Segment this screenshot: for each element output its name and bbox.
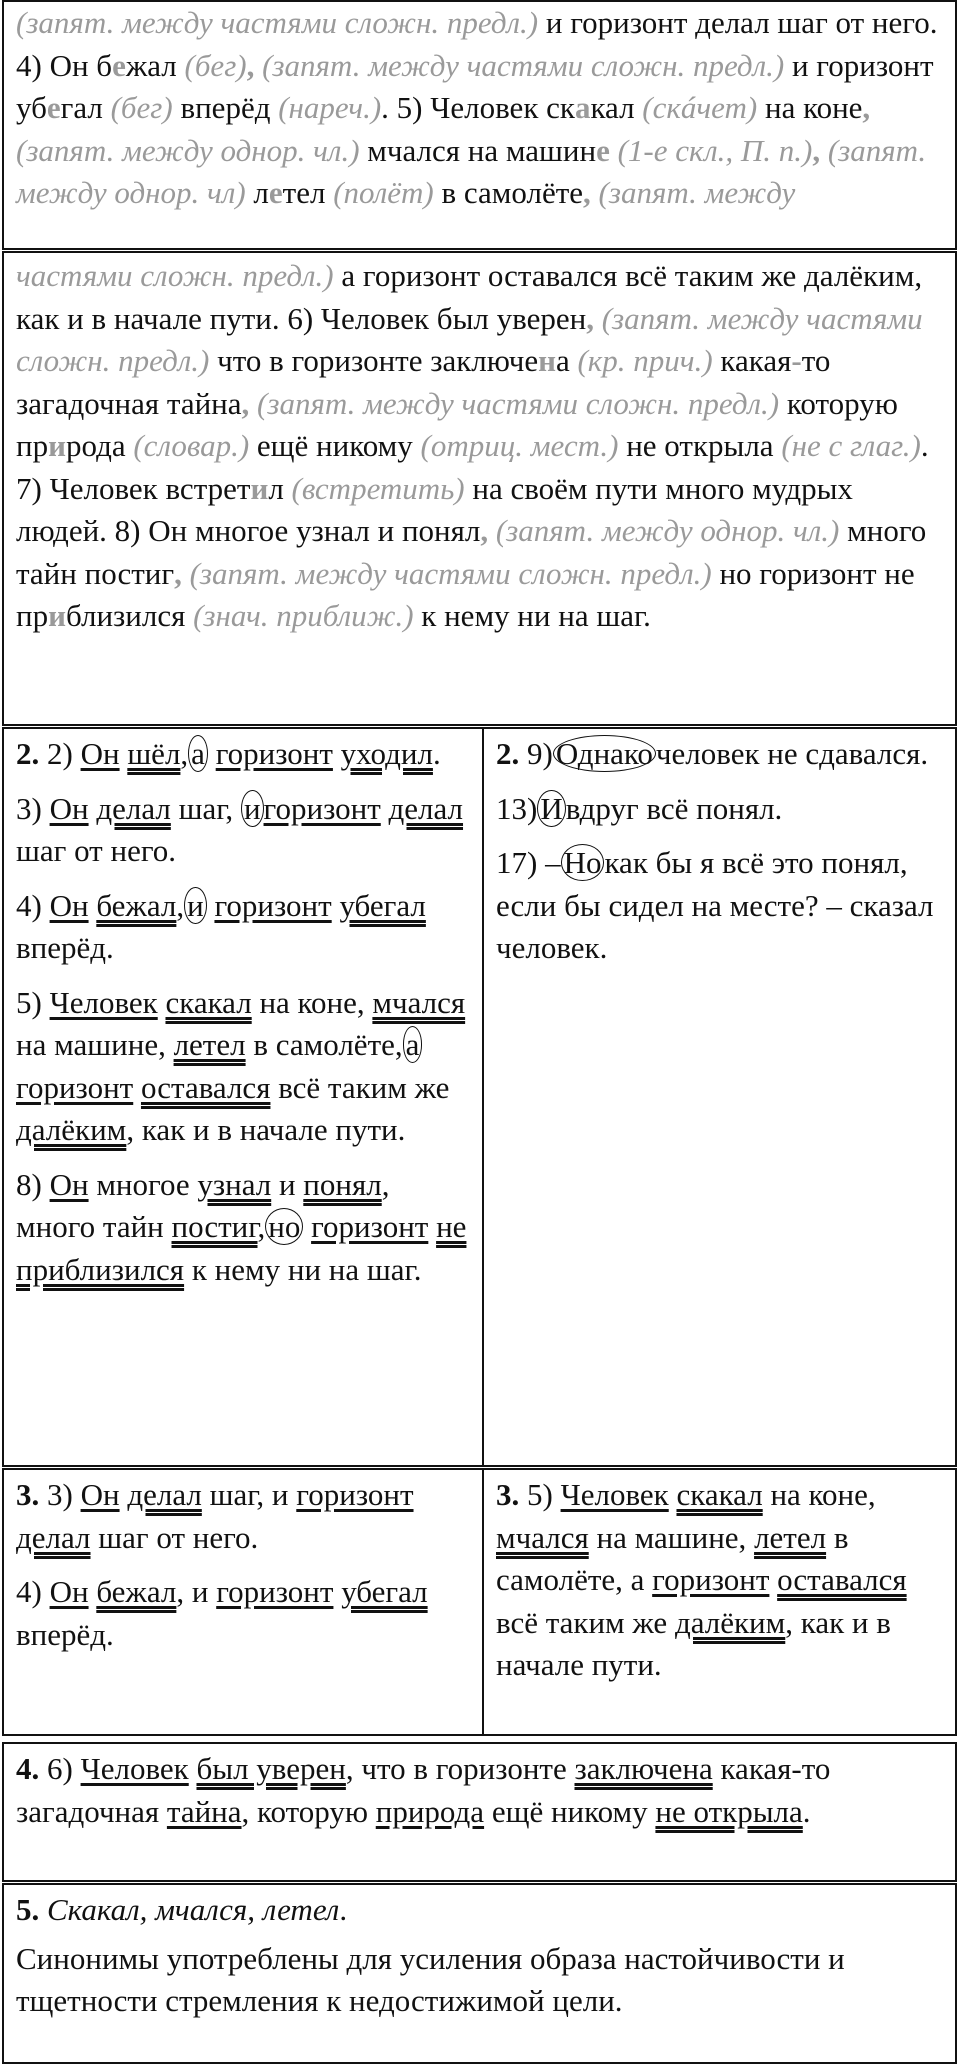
double-underlined-word: оставался: [777, 1562, 907, 1597]
grammar-note: (скáчет): [642, 90, 758, 125]
paragraph: [16, 1571, 470, 1656]
double-underlined-word: заключена: [574, 1751, 713, 1786]
underlined-word: горизонт: [214, 887, 332, 923]
grammar-note: (знач. приближ.): [193, 598, 414, 633]
task-2-left-cell: [4, 729, 482, 1465]
text-run: ,: [257, 1209, 266, 1244]
task-2-table: [2, 727, 957, 1467]
underlined-word: Он: [49, 790, 89, 826]
grammar-note: (запят. между частями сложн. предл.): [16, 5, 539, 40]
text-run: в самолёте: [433, 175, 584, 210]
text-run: 4): [16, 887, 50, 923]
underlined-word: горизонт: [263, 790, 381, 826]
task-5-text: [4, 1885, 955, 2062]
double-underlined-word: летел: [173, 1027, 246, 1062]
highlighted-letter: и: [250, 470, 269, 506]
grammar-note: (запят. между: [598, 175, 796, 210]
task-2-right-cell: [484, 729, 957, 1465]
text-run: близился: [65, 598, 194, 633]
text-run: [333, 736, 341, 771]
text-run: ещё никому: [484, 1793, 656, 1829]
text-run: в самолёте, а: [496, 1519, 849, 1597]
text-run: .: [432, 736, 441, 771]
highlighted-letter: и: [48, 428, 66, 463]
text-run: какая: [712, 343, 792, 378]
highlighted-letter: -: [791, 343, 802, 378]
highlighted-letter: ,: [241, 385, 258, 421]
double-underlined-word: далёким: [674, 1604, 786, 1640]
double-underlined-word: узнал: [197, 1166, 272, 1202]
text-run: [39, 1892, 47, 1927]
highlighted-letter: и: [48, 598, 66, 633]
underlined-word: горизонт: [311, 1209, 429, 1244]
text-run: [208, 736, 216, 771]
text-run: то загадочная тайна: [16, 343, 831, 421]
text-run: шаг,: [170, 790, 241, 826]
grammar-note: (запят. между однор. чл): [16, 132, 927, 210]
double-underlined-word: не открыла: [655, 1793, 803, 1829]
circled-conjunction: Но: [561, 844, 605, 881]
text-run: л: [268, 470, 292, 506]
text-run: , как и в начале пути.: [126, 1112, 406, 1147]
grammar-note: (бег): [184, 47, 247, 83]
text-run: 13): [496, 790, 538, 826]
task-5-block: [2, 1883, 957, 2064]
text-run: , много тайн: [16, 1166, 390, 1244]
text-run: многое: [88, 1166, 198, 1202]
underlined-word: Он: [80, 1477, 120, 1512]
text-run: вперёд: [172, 90, 279, 125]
text-run: тел: [282, 175, 334, 210]
highlighted-letter: ,: [812, 132, 828, 168]
text-run: шаг от него.: [16, 833, 177, 868]
grammar-note: (запят. между частями сложн. предл.): [257, 385, 780, 421]
double-underlined-word: оставался: [140, 1069, 271, 1105]
double-underlined-word: был уверен: [196, 1751, 346, 1786]
text-run: а: [555, 343, 578, 378]
grammar-note: (полёт): [333, 175, 434, 210]
paragraph: [16, 982, 470, 1152]
grammar-note: (запят. между однор. чл.): [16, 132, 360, 168]
text-run: 4): [16, 1574, 50, 1609]
task-number: 3.: [16, 1477, 40, 1512]
paragraph: [16, 733, 470, 776]
text-run: л: [245, 175, 269, 210]
text-run: 5): [16, 984, 50, 1020]
double-underlined-word: постиг: [171, 1209, 258, 1244]
circled-conjunction: и: [184, 887, 207, 924]
underlined-word: Человек: [49, 984, 158, 1020]
paragraph: [496, 733, 945, 776]
text-run: вперёд.: [16, 930, 114, 965]
highlighted-letter: ,: [583, 175, 599, 210]
paragraph: [16, 1748, 943, 1833]
double-underlined-word: скакал: [165, 984, 252, 1020]
double-underlined-word: делал: [16, 1519, 91, 1555]
text-run: к нему ни на шаг.: [413, 598, 651, 633]
text-run: вперёд.: [16, 1616, 114, 1652]
circled-conjunction: Однако: [553, 735, 656, 772]
analysis-paragraph-2: [4, 253, 955, 638]
text-run: и горизонт делал шаг от него. 4) Он б: [16, 5, 938, 83]
text-run: , которую: [241, 1793, 376, 1829]
highlighted-letter: е: [112, 47, 126, 83]
text-run: к нему ни на шаг.: [184, 1251, 422, 1287]
double-underlined-word: мчался: [496, 1519, 589, 1555]
text-run: рода: [65, 428, 134, 463]
underlined-word: Он: [80, 736, 120, 771]
underlined-word: природа: [375, 1793, 485, 1829]
highlighted-letter: е: [268, 175, 283, 210]
analysis-paragraph-1: [4, 2, 955, 215]
text-run: много тайн постиг: [16, 513, 927, 591]
text-run: что в горизонте заключе: [209, 343, 539, 378]
task-number: 2.: [16, 736, 40, 771]
text-run: [133, 1070, 141, 1105]
grammar-note: частями сложн. предл.): [16, 258, 334, 293]
text-run: и горизонт уб: [16, 47, 934, 125]
paragraph: [16, 885, 470, 970]
underlined-word: Он: [49, 887, 89, 923]
text-run: как бы я всё это понял, если бы сидел на месте? – сказал человек.: [496, 845, 934, 965]
circled-conjunction: а: [403, 1026, 423, 1063]
grammar-note: (запят. между частями сложн. предл.): [16, 300, 923, 378]
paragraph: [496, 842, 945, 970]
task-4-text: [4, 1744, 955, 1880]
text-run: в самолёте,: [245, 1027, 403, 1062]
text-run: какая-то загадочная: [16, 1751, 831, 1829]
text-run: и: [271, 1166, 304, 1202]
text-run: 9): [519, 736, 553, 771]
underlined-word: тайна: [166, 1793, 242, 1829]
double-underlined-word: делал: [96, 790, 171, 826]
grammar-note: (встретить): [291, 470, 465, 506]
text-run: мчался на машин: [359, 132, 597, 168]
text-run: , и: [176, 1574, 217, 1609]
grammar-note: (кр. прич.): [577, 343, 713, 378]
text-run: , что в горизонте: [345, 1751, 575, 1786]
circled-conjunction: но: [265, 1208, 303, 1245]
double-underlined-word: убегал: [341, 1574, 428, 1609]
highlighted-letter: ,: [586, 300, 602, 336]
text-run: 2): [39, 736, 81, 771]
underlined-word: Он: [49, 1574, 89, 1609]
grammar-note: (не с глаг.): [781, 428, 921, 463]
double-underlined-word: далёким: [16, 1112, 127, 1147]
double-underlined-word: мчался: [372, 984, 466, 1020]
underlined-word: Он: [49, 1166, 89, 1202]
text-run: на машине,: [588, 1519, 755, 1555]
text-run: не открыла: [618, 428, 782, 463]
double-underlined-word: делал: [388, 790, 464, 826]
text-run: 5): [519, 1477, 561, 1512]
text-run: шаг от него.: [90, 1519, 259, 1555]
text-run: а горизонт оставался всё таким же далёким, как и в начале пути. 6) Человек был уверен: [16, 258, 923, 336]
text-run: на коне,: [762, 1477, 876, 1512]
text-run: 6): [39, 1751, 81, 1786]
text-run: Синонимы употреблены для усиления образа настойчивости и тщетности стремления к недостижимой цели.: [16, 1940, 845, 2018]
text-run: ещё никому: [249, 428, 421, 463]
text-run: но горизонт не пр: [16, 555, 915, 633]
italic-text: Скакал, мчался, летел: [47, 1892, 340, 1927]
grammar-note: (запят. между частями сложн. предл.): [189, 555, 712, 591]
task-4-block: [2, 1742, 957, 1882]
grammar-note: (отриц. мест.): [420, 428, 619, 463]
text-block-1: [2, 0, 957, 250]
double-underlined-word: не приблизился: [16, 1209, 467, 1287]
text-run: ,: [176, 887, 185, 923]
highlighted-letter: ,: [174, 555, 190, 591]
text-run: на своём пути много мудрых людей. 8) Он многое узнал и понял: [16, 470, 853, 548]
text-block-2: [2, 251, 957, 726]
grammar-note: (1-е скл., П. п.): [609, 132, 813, 168]
paragraph: [16, 1889, 943, 1932]
text-run: всё таким же: [270, 1069, 450, 1105]
text-run: .: [339, 1892, 348, 1927]
highlighted-letter: н: [538, 343, 556, 378]
text-run: вдруг всё понял.: [565, 790, 783, 826]
underlined-word: Человек: [560, 1477, 669, 1512]
underlined-word: горизонт: [215, 736, 333, 771]
paragraph: [16, 788, 470, 873]
double-underlined-word: делал: [127, 1477, 202, 1512]
text-run: 8): [16, 1166, 50, 1202]
task-3-table: [2, 1468, 957, 1736]
text-run: 3): [16, 790, 50, 826]
underlined-word: горизонт: [296, 1477, 414, 1512]
double-underlined-word: бежал: [96, 887, 177, 923]
text-run: . 7) Человек встрет: [16, 428, 929, 506]
text-run: , как и в начале пути.: [496, 1604, 891, 1682]
highlighted-letter: ,: [862, 90, 871, 125]
text-run: всё таким же: [496, 1604, 675, 1640]
text-run: .: [802, 1793, 811, 1829]
circled-conjunction: и: [241, 790, 264, 827]
highlighted-letter: ,: [246, 47, 263, 83]
text-run: . 5) Человек ск: [381, 90, 575, 125]
text-run: на коне,: [251, 984, 373, 1020]
paragraph: [496, 788, 945, 831]
underlined-word: горизонт: [16, 1069, 134, 1105]
grammar-note: (запят. между однор. чл.): [495, 513, 840, 548]
paragraph: [496, 1474, 945, 1687]
underlined-word: горизонт: [652, 1562, 770, 1597]
highlighted-letter: ,: [480, 513, 496, 548]
text-run: которую пр: [16, 385, 898, 463]
double-underlined-word: понял: [303, 1166, 382, 1202]
text-run: шаг, и: [201, 1477, 297, 1512]
text-run: ,: [180, 736, 189, 771]
text-run: 3): [39, 1477, 81, 1512]
grammar-note: (нареч.): [278, 90, 382, 125]
text-run: [428, 1209, 436, 1244]
task-number: 5.: [16, 1892, 40, 1927]
double-underlined-word: уходил: [340, 736, 433, 771]
text-run: кал: [590, 90, 643, 125]
underlined-word: горизонт: [216, 1574, 334, 1609]
text-run: на машине,: [16, 1027, 174, 1062]
task-3-right-cell: [484, 1470, 957, 1734]
text-run: [381, 791, 389, 826]
task-number: 3.: [496, 1477, 520, 1512]
double-underlined-word: убегал: [339, 887, 426, 923]
double-underlined-word: скакал: [676, 1477, 763, 1512]
grammar-note: (бег): [110, 90, 173, 125]
text-run: 17) –: [496, 845, 561, 880]
paragraph: [16, 1474, 470, 1559]
underlined-word: Человек: [80, 1751, 189, 1786]
grammar-note: (запят. между частями сложн. предл.): [262, 47, 785, 83]
grammar-note: (словар.): [133, 428, 250, 463]
highlighted-letter: а: [574, 90, 591, 125]
text-run: на коне: [757, 90, 863, 125]
highlighted-letter: е: [596, 132, 610, 168]
double-underlined-word: шёл: [127, 736, 181, 771]
paragraph: [16, 1164, 470, 1292]
text-run: [303, 1209, 311, 1244]
double-underlined-word: летел: [754, 1519, 827, 1555]
circled-conjunction: И: [537, 790, 565, 827]
text-run: человек не сдавался.: [655, 736, 929, 771]
task-number: 4.: [16, 1751, 40, 1786]
paragraph: [16, 1938, 943, 2023]
text-run: жал: [125, 47, 185, 83]
circled-conjunction: а: [188, 735, 208, 772]
task-3-left-cell: [4, 1470, 482, 1734]
task-number: 2.: [496, 736, 520, 771]
text-run: [769, 1562, 777, 1597]
double-underlined-word: бежал: [96, 1574, 177, 1609]
text-run: гал: [60, 90, 111, 125]
highlighted-letter: е: [46, 90, 61, 125]
